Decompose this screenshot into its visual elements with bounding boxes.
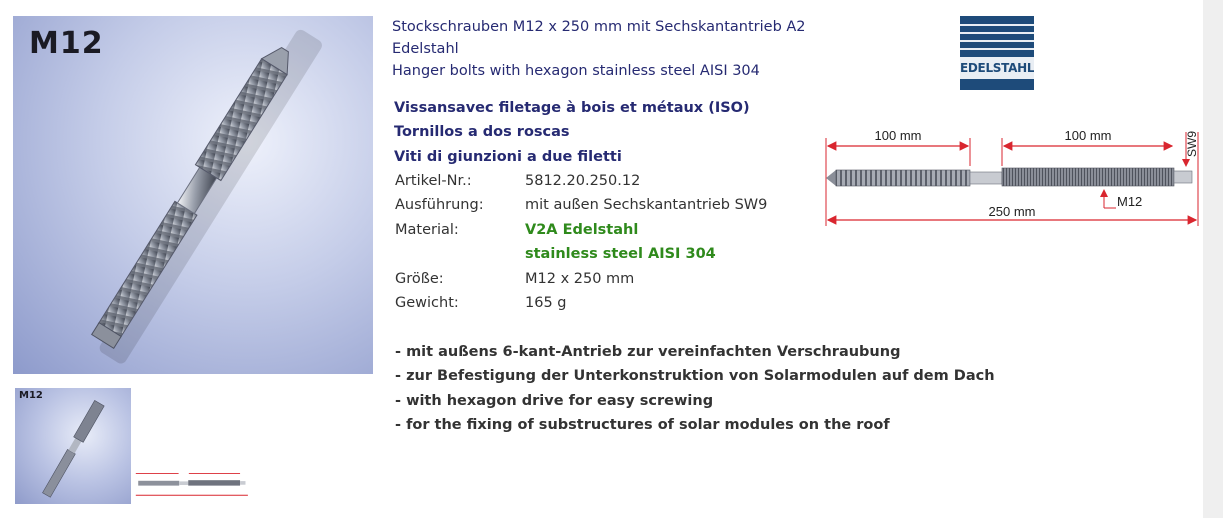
material-value-german: V2A Edelstahl [525, 222, 639, 238]
weight-value: 165 g [525, 295, 567, 311]
bolt-tip [826, 170, 836, 186]
title-italian: Viti di giunzioni a due filetti [394, 149, 622, 165]
dimension-label-total: 250 mm [988, 204, 1036, 219]
dimension-label-right: 100 mm [1064, 128, 1112, 143]
material-label: Material: [395, 222, 459, 238]
dimension-drawing [820, 118, 1205, 230]
thumbnail-photo[interactable] [15, 388, 131, 504]
title-english: Hanger bolts with hexagon stainless steel AISI 304 [392, 63, 760, 79]
dimension-label-left: 100 mm [874, 128, 922, 143]
size-value: M12 x 250 mm [525, 271, 635, 287]
product-main-image[interactable] [13, 16, 373, 374]
hanger-bolt-photo [13, 16, 373, 374]
article-number-value: 5812.20.250.12 [525, 173, 641, 189]
wood-thread [836, 170, 970, 186]
thumbnail-drawing[interactable] [134, 464, 250, 500]
logo-stripe [960, 48, 1034, 50]
version-label: Ausführung: [395, 197, 484, 213]
material-value-english: stainless steel AISI 304 [525, 246, 716, 262]
title-french: Vissansavec filetage à bois et métaux (ISO) [394, 100, 750, 116]
thumbnail-bolt-graphic [15, 388, 131, 504]
title-spanish: Tornillos a dos roscas [394, 124, 570, 140]
article-number-label: Artikel-Nr.: [395, 173, 472, 189]
metric-thread [1002, 168, 1174, 186]
thumbnail-drawing-graphic [134, 464, 250, 500]
drive-size-label: SW9 [1185, 130, 1199, 158]
feature-item: - zur Befestigung der Unterkonstruktion von Solarmodulen auf dem Dach [395, 368, 995, 384]
hex-drive-end [1174, 171, 1192, 183]
feature-item: - mit außens 6-kant-Antrieb zur vereinfachten Verschraubung [395, 344, 901, 360]
thread-size-label: M12 [1117, 194, 1143, 209]
size-label: Größe: [395, 271, 444, 287]
logo-text: EDELSTAHL [960, 57, 1034, 79]
title-german-line2: Edelstahl [392, 41, 459, 57]
logo-stripe [960, 32, 1034, 34]
edelstahl-logo [960, 16, 1034, 90]
thumbnail-size-label: M12 [19, 390, 43, 401]
logo-stripe [960, 24, 1034, 26]
page-margin-strip [1203, 0, 1223, 518]
technical-drawing[interactable] [820, 118, 1205, 230]
feature-item: - with hexagon drive for easy screwing [395, 393, 714, 409]
weight-label: Gewicht: [395, 295, 459, 311]
main-image-size-label: M12 [29, 26, 104, 61]
version-value: mit außen Sechskantantrieb SW9 [525, 197, 768, 213]
feature-item: - for the fixing of substructures of solar modules on the roof [395, 417, 890, 433]
logo-stripe [960, 40, 1034, 42]
title-german: Stockschrauben M12 x 250 mm mit Sechskantantrieb A2 [392, 19, 806, 35]
bolt-shank [970, 172, 1002, 184]
